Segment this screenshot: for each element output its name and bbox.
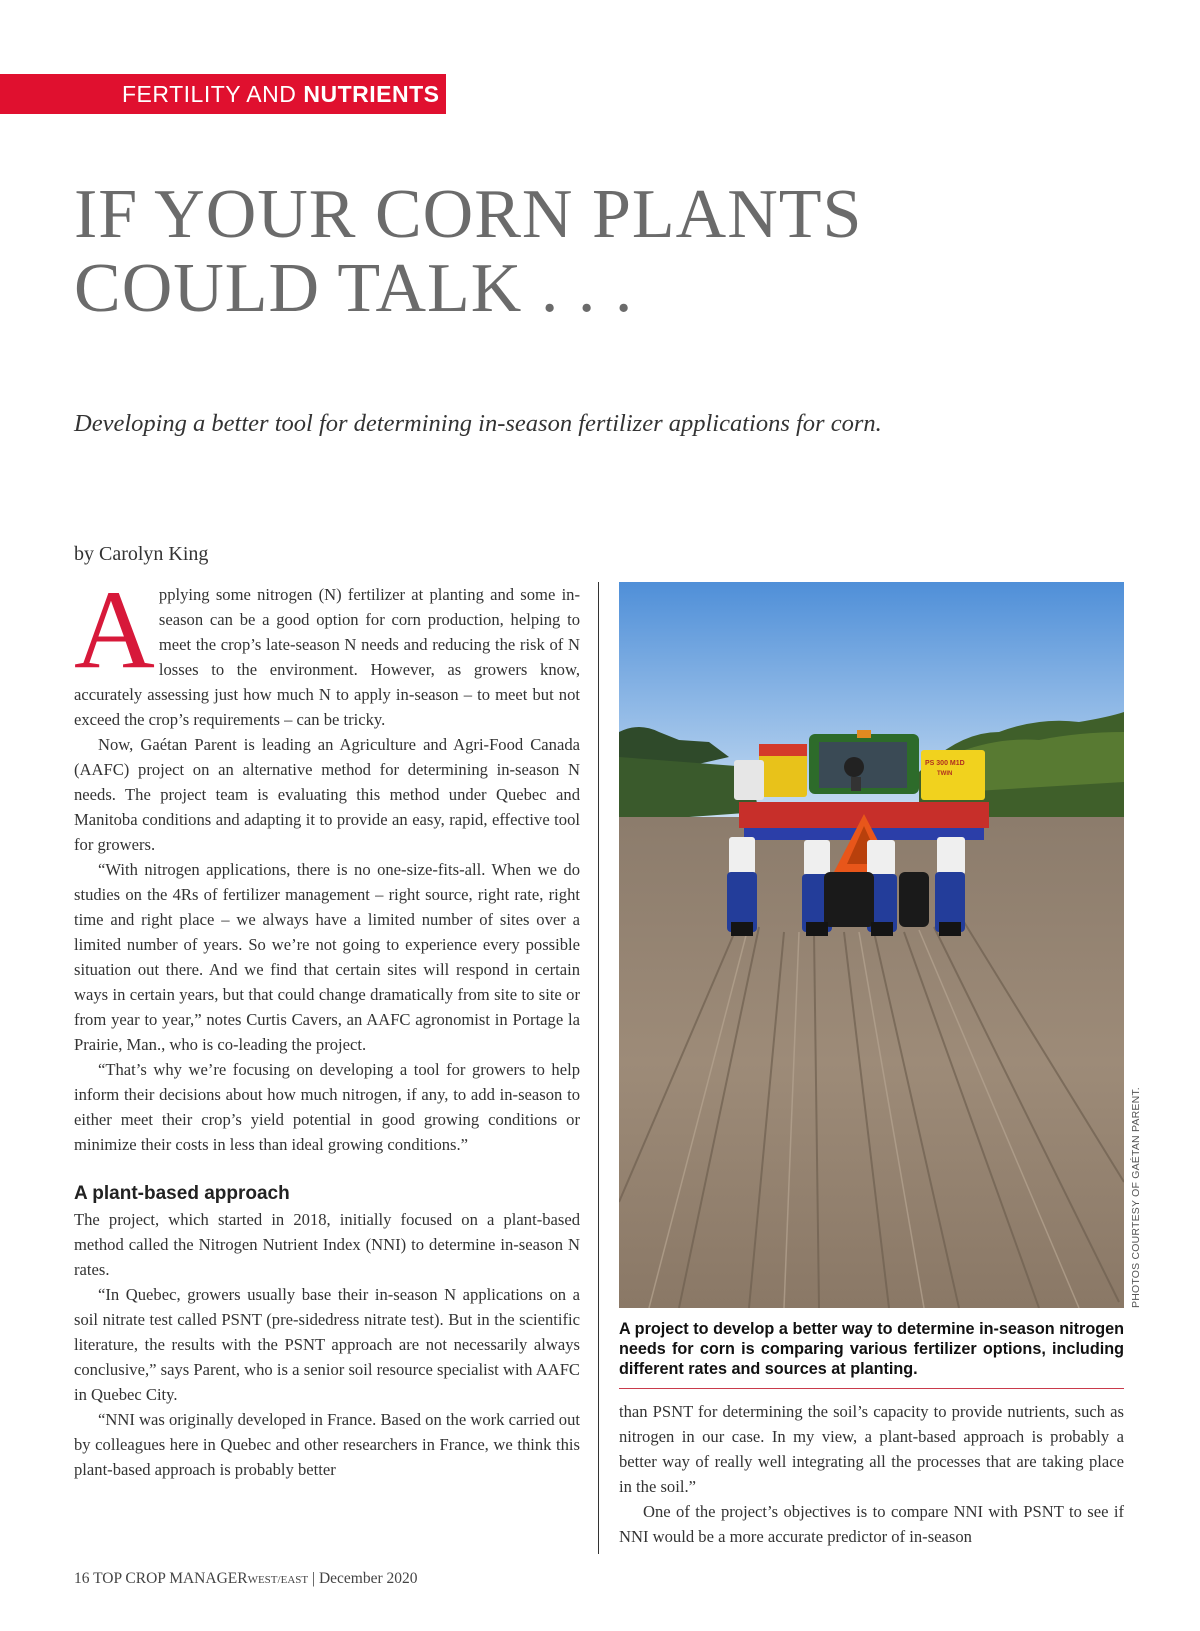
body-paragraph: “In Quebec, growers usually base their in-season N applications on a soil nitrate test called PSNT (pre-sidedress nitrate test). But in the scientific literature, the results with the PSNT approach are not necessarily always conclusive,” says Parent, who is a senior soil resource specialist with AAFC in Quebec City. [74,1285,580,1404]
body-paragraph: than PSNT for determining the soil’s capacity to provide nutrients, such as nitrogen in our case. In my view, a plant-based approach is probably a better way of really well integrating all the processes that are taking place in the soil.” [619,1402,1124,1496]
column-divider [598,582,599,1554]
headline [74,178,1074,326]
body-paragraph: “NNI was originally developed in France. Based on the work carried out by colleagues here in Quebec and other researchers in France, we think this plant-based approach is probably better [74,1410,580,1479]
page-folio [74,1570,418,1588]
issue-date: December 2020 [318,1570,418,1587]
headline-line-2: COULD TALK . . . [74,250,634,327]
article-photo [619,582,1124,1308]
body-paragraph-text: pplying some nitrogen (N) fertilizer at planting and some in-season can be a good option for corn production, helping to meet the crop’s late-season N needs and reducing the risk of N losses to the environment. However, as growers know, accurately assessing just how much N to apply in-season – to meet but not exceed the crop’s requirements – can be tricky. [74,585,580,729]
subhead: A plant-based approach [74,1183,290,1204]
body-paragraph: One of the project’s objectives is to compare NNI with PSNT to see if NNI would be a more accurate predictor of in-season [619,1502,1124,1546]
section-label-light: FERTILITY AND [122,80,297,107]
section-banner [0,74,446,114]
byline: by Carolyn King [74,543,209,565]
headline-line-1: IF YOUR CORN PLANTS [74,176,863,253]
edition-east: EAST [280,1574,309,1586]
body-paragraph: Now, Gaétan Parent is leading an Agriculture and Agri-Food Canada (AAFC) project on an alternative method for determining in-season N needs. The project team is evaluating this method under Quebec and Manitoba conditions and adapting it to provide an easy, rapid, effective tool for growers. [74,735,580,854]
folio-separator: | [311,1570,316,1587]
article-column-right [619,1399,1124,1549]
hopper-label: PS 300 M1D [925,760,965,767]
page-number: 16 [74,1570,90,1587]
article-column-left [74,568,580,1482]
drop-cap: A [74,568,155,692]
body-paragraph [74,568,580,732]
photo-caption: A project to develop a better way to determine in-season nitrogen needs for corn is comparing various fertilizer options, including different rates and sources at planting. [619,1320,1124,1378]
body-paragraph: “That’s why we’re focusing on developing a tool for growers to help inform their decisions about how much nitrogen, if any, to add in-season to either meet their crop’s yield potential in good growing conditions or minimize their costs in less than ideal growing conditions.” [74,1060,580,1154]
caption-rule [619,1388,1124,1389]
deck: Developing a better tool for determining in-season fertilizer applications for corn. [74,410,882,437]
photo-credit: PHOTOS COURTESY OF GAÉTAN PARENT. [1130,1087,1142,1308]
hopper-label-twin: TWIN [937,771,953,777]
photo-planter-tractor-field [619,582,1124,1308]
edition-separator: / [277,1574,281,1586]
body-paragraph: The project, which started in 2018, initially focused on a plant-based method called the Nitrogen Nutrient Index (NNI) to determine in-season N rates. [74,1210,580,1279]
section-label-bold: NUTRIENTS [303,80,440,107]
body-paragraph: “With nitrogen applications, there is no one-size-fits-all. When we do studies on the 4Rs of fertilizer management – right source, right rate, right time and right place – we always have a limited number of sites over a limited number of years. So we’re not going to experience every possible situation out there. And we find that certain sites will respond in certain ways in certain years, but that could change dramatically from site to site or from year to year,” notes Curtis Cavers, an AAFC agronomist in Portage la Prairie, Man., who is co-leading the project. [74,860,580,1054]
magazine-name: TOP CROP MANAGER [93,1570,248,1587]
edition-west: WEST [247,1574,278,1586]
